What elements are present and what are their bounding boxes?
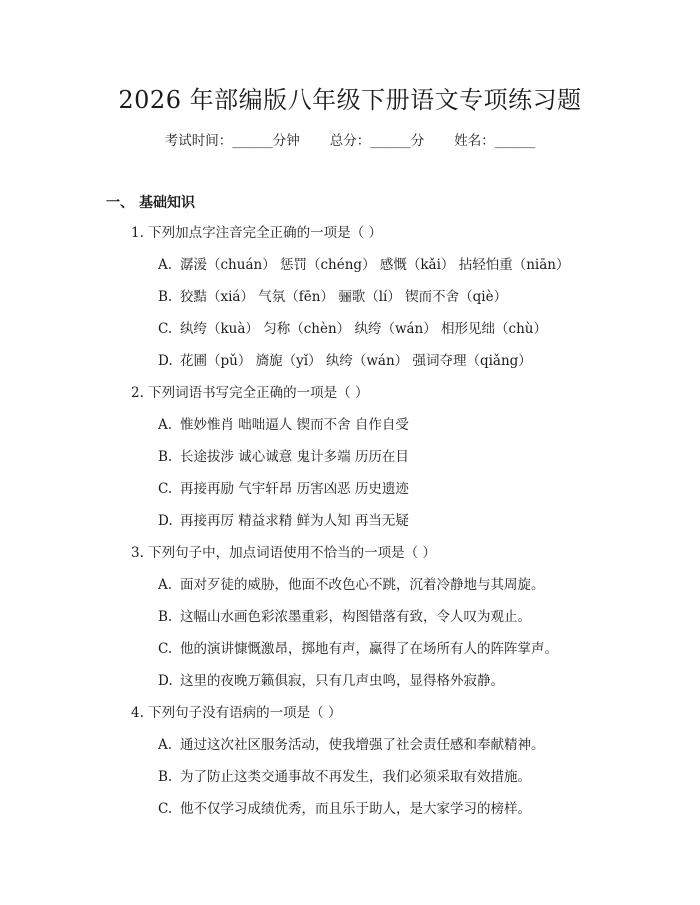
question-option (158, 510, 409, 532)
option-letter: D. (158, 673, 173, 689)
option-letter: D. (158, 513, 173, 529)
option-text: 通过这次社区服务活动，使我增强了社会责任感和奉献精神。 (180, 737, 545, 753)
section-heading (106, 192, 195, 214)
question-option (158, 478, 409, 500)
question-option (158, 350, 532, 372)
exam-time-field: 考试时间：______分钟 (164, 133, 300, 149)
option-text: 面对歹徒的威胁，他面不改色心不跳，沉着冷静地与其周旋。 (180, 577, 545, 593)
question-option (158, 254, 569, 276)
option-text: 狡黠（xiá） 气氛（fēn） 骊歌（lí） 锲而不舍（qiè） (180, 289, 508, 305)
option-letter: C. (158, 321, 173, 337)
option-letter: B. (158, 609, 173, 625)
option-letter: C. (158, 481, 173, 497)
option-text: 再接再厉 精益求精 鲜为人知 再当无疑 (180, 513, 409, 529)
total-score-field: 总分：______分 (329, 133, 425, 149)
option-text: 纨绔（kuà） 匀称（chèn） 纨绔（wán） 相形见绌（chù） (180, 321, 547, 337)
question-option (158, 638, 558, 660)
question-stem: 1. 下列加点字注音完全正确的一项是（ ） (131, 225, 382, 241)
option-text: 这幅山水画色彩浓墨重彩，构图错落有致，令人叹为观止。 (180, 609, 531, 625)
option-letter: A. (158, 417, 173, 433)
option-text: 再接再励 气宇轩昂 历害凶恶 历史遗迹 (180, 481, 409, 497)
question-stem: 2. 下列词语书写完全正确的一项是（ ） (131, 385, 369, 401)
student-name-field: 姓名：______ (454, 133, 536, 149)
option-text: 他的演讲慷慨激昂，掷地有声，赢得了在场所有人的阵阵掌声。 (180, 641, 558, 657)
option-letter: B. (158, 289, 173, 305)
option-text: 他不仅学习成绩优秀，而且乐于助人，是大家学习的榜样。 (180, 801, 531, 817)
question-option (158, 734, 545, 756)
option-letter: C. (158, 641, 173, 657)
option-text: 为了防止这类交通事故不再发生，我们必须采取有效措施。 (180, 769, 531, 785)
exam-info-row (0, 130, 700, 152)
question-option (158, 798, 531, 820)
option-text: 潺湲（chuán） 惩罚（chéng） 感慨（kǎi） 拈轻怕重（niān） (180, 257, 570, 273)
option-letter: B. (158, 769, 173, 785)
option-letter: D. (158, 353, 173, 369)
option-letter: A. (158, 257, 173, 273)
section-title: 基础知识 (139, 195, 195, 211)
question-option (158, 670, 504, 692)
question-option (158, 606, 531, 628)
page-title: 2026 年部编版八年级下册语文专项练习题 (118, 86, 582, 114)
question-option (158, 766, 531, 788)
question-option (158, 414, 409, 436)
option-letter: C. (158, 801, 173, 817)
section-number: 一、 (106, 195, 134, 211)
question-stem: 3. 下列句子中，加点词语使用不恰当的一项是（ ） (131, 545, 436, 561)
option-text: 惟妙惟肖 咄咄逼人 锲而不舍 自作自受 (180, 417, 409, 433)
question-option (158, 286, 507, 308)
question-stem: 4. 下列句子没有语病的一项是（ ） (131, 705, 342, 721)
question-option (158, 318, 547, 340)
question-option (158, 446, 409, 468)
option-letter: B. (158, 449, 173, 465)
question-option (158, 574, 545, 596)
option-letter: A. (158, 737, 173, 753)
option-text: 长途拔涉 诚心诚意 鬼计多端 历历在目 (180, 449, 409, 465)
option-text: 这里的夜晚万籁俱寂，只有几声虫鸣，显得格外寂静。 (180, 673, 504, 689)
option-letter: A. (158, 577, 173, 593)
option-text: 花圃（pǔ） 旖旎（yǐ） 纨绔（wán） 强词夺理（qiǎng） (180, 353, 532, 369)
